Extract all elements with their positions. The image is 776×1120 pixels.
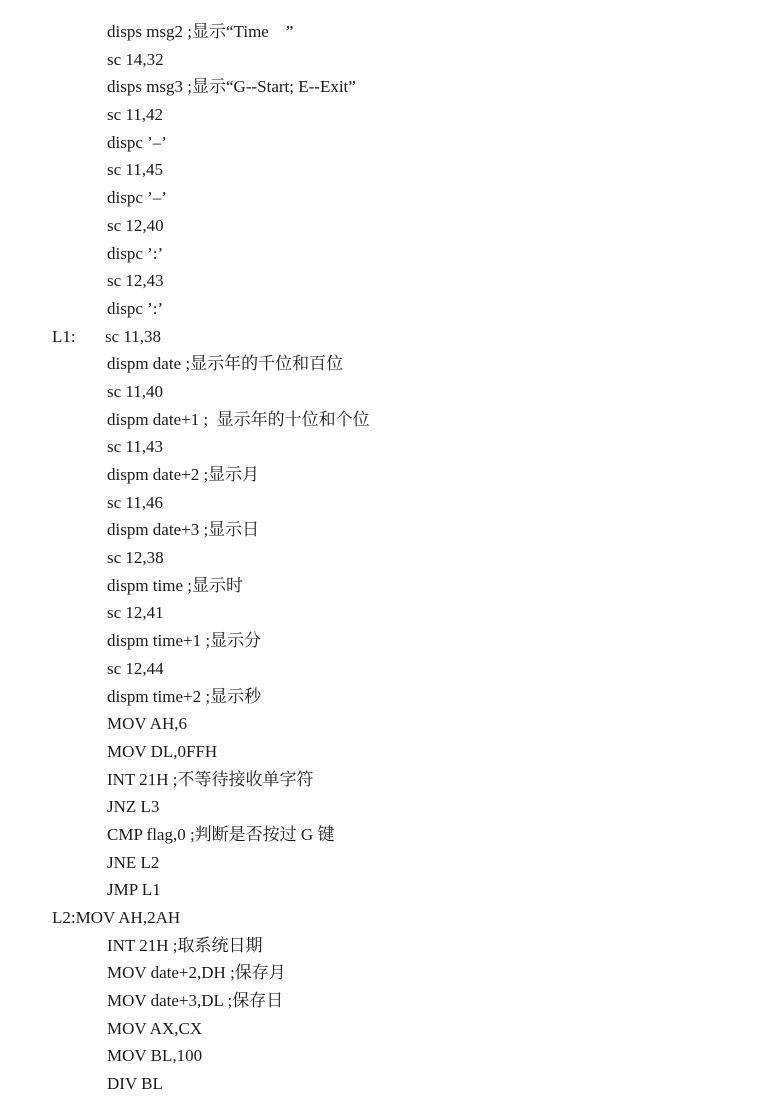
code-text: L2:MOV AH,2AH <box>52 908 181 927</box>
code-line <box>0 544 776 572</box>
code-text: sc 12,40 <box>107 215 164 235</box>
code-text: sc 12,43 <box>107 271 164 291</box>
code-line <box>0 73 776 101</box>
code-text: INT 21H ;不等待接收单字符 <box>107 769 314 789</box>
code-line <box>0 516 776 544</box>
code-line <box>0 350 776 378</box>
code-line <box>0 655 776 683</box>
code-text: CMP flag,0 ;判断是否按过 G 键 <box>107 824 335 844</box>
code-text: dispm date+2 ;显示月 <box>107 465 260 484</box>
code-listing <box>0 18 776 1098</box>
code-text: dispm time ;显示时 <box>107 575 243 595</box>
code-line <box>0 1042 776 1070</box>
code-line <box>0 212 776 240</box>
code-line <box>0 849 776 877</box>
code-line <box>0 627 776 655</box>
code-text: dispc ’:’ <box>107 298 164 318</box>
code-text: dispc ’–’ <box>107 188 167 208</box>
code-text: dispm time+1 ;显示分 <box>107 631 262 651</box>
code-text: sc 11,40 <box>107 381 164 401</box>
code-text: MOV BL,100 <box>107 1046 203 1066</box>
code-line <box>0 240 776 268</box>
code-text: JMP L1 <box>107 880 161 900</box>
code-text: MOV AH,6 <box>107 714 187 734</box>
code-text: MOV AX,CX <box>107 1018 203 1038</box>
code-line <box>0 821 776 849</box>
code-text: sc 11,46 <box>107 492 164 512</box>
code-label: L1: <box>52 326 76 346</box>
code-text: dispm time+2 ;显示秒 <box>107 686 262 706</box>
code-line <box>0 323 776 351</box>
code-line <box>0 156 776 184</box>
code-text: dispc ’:’ <box>107 243 164 263</box>
code-line <box>0 1070 776 1098</box>
code-line <box>0 904 776 932</box>
code-text: sc 12,38 <box>107 548 164 568</box>
code-line <box>0 683 776 711</box>
code-line <box>0 184 776 212</box>
code-line <box>0 959 776 987</box>
code-text: dispm date+3 ;显示日 <box>107 520 260 540</box>
code-line <box>0 876 776 904</box>
code-text: MOV date+3,DL ;保存日 <box>107 991 284 1011</box>
code-text: JNZ L3 <box>107 797 160 817</box>
code-line <box>0 489 776 517</box>
code-text: sc 11,38 <box>105 326 162 346</box>
code-line <box>0 378 776 406</box>
code-line <box>0 129 776 157</box>
code-text: JNE L2 <box>107 852 160 872</box>
code-line <box>0 987 776 1015</box>
code-line <box>0 1015 776 1043</box>
code-line <box>0 766 776 794</box>
code-text: DIV BL <box>107 1074 163 1094</box>
code-line <box>0 101 776 129</box>
code-text: sc 11,43 <box>107 437 164 457</box>
code-text: sc 12,44 <box>107 658 164 678</box>
code-line <box>0 572 776 600</box>
code-line <box>0 738 776 766</box>
code-text: disps msg2 ;显示“Time ” <box>107 22 294 41</box>
code-line <box>0 433 776 461</box>
code-text: MOV date+2,DH ;保存月 <box>107 963 286 983</box>
code-line <box>0 295 776 323</box>
code-line <box>0 267 776 295</box>
code-text: sc 11,42 <box>107 105 164 125</box>
code-text: dispm date+1 ; 显示年的十位和个位 <box>107 409 370 429</box>
code-text: disps msg3 ;显示“G--Start; E--Exit” <box>107 77 356 97</box>
code-line <box>0 406 776 434</box>
code-line <box>0 46 776 74</box>
code-text: MOV DL,0FFH <box>107 741 218 761</box>
code-line <box>0 461 776 489</box>
code-line <box>0 599 776 627</box>
code-text: dispc ’–’ <box>107 132 167 152</box>
code-text: sc 11,45 <box>107 160 164 180</box>
code-line <box>0 710 776 738</box>
code-line <box>0 793 776 821</box>
code-text: sc 14,32 <box>107 49 164 69</box>
code-text: INT 21H ;取系统日期 <box>107 935 263 955</box>
code-line <box>0 18 776 46</box>
code-text: sc 12,41 <box>107 603 164 623</box>
code-text: dispm date ;显示年的千位和百位 <box>107 354 344 374</box>
code-line <box>0 932 776 960</box>
